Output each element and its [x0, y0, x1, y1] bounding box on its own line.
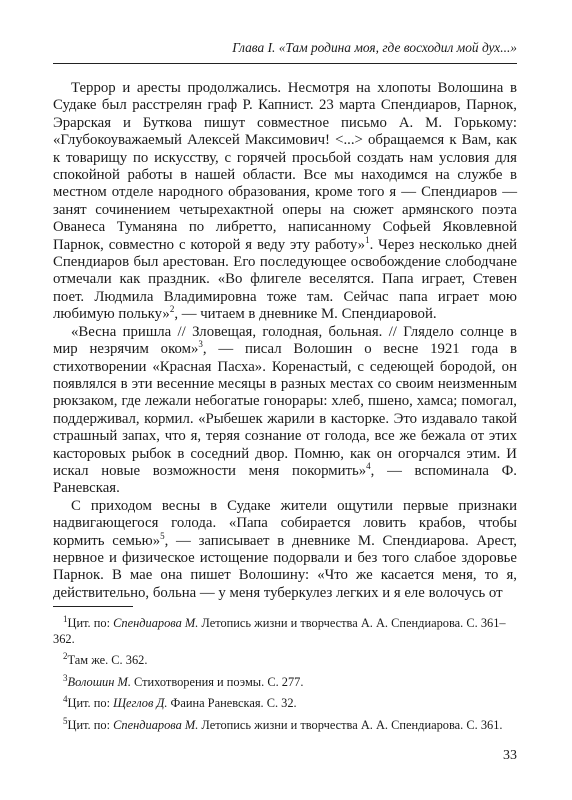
paragraph [53, 324, 517, 498]
paragraph-text: «Весна пришла // Зловещая, голодная, больная. // Глядело солнце в мир незрячим оком» [53, 323, 517, 358]
footnote-ref: 5 [160, 530, 165, 541]
footnotes [53, 613, 517, 740]
footnote [53, 715, 517, 734]
footnote-ref: 2 [169, 304, 175, 315]
footnote-author: Щеглов Д. [113, 696, 168, 711]
footnote-text: Там же. С. 362. [67, 653, 148, 668]
footnote-text: Фаина Раневская. С. 32. [167, 696, 297, 711]
footnote [53, 672, 517, 691]
footnote-author: Спендиарова М. [113, 616, 199, 630]
footnote-author: Волошин М. [67, 674, 131, 689]
footnote [53, 613, 517, 647]
footnote-rule [53, 606, 133, 607]
paragraph [53, 80, 517, 324]
header-rule [53, 63, 517, 64]
footnote-number: 3 [63, 672, 68, 683]
footnote-prefix: Цит. по: [67, 616, 114, 630]
footnote-text: Стихотворения и поэмы. С. 277. [130, 674, 304, 689]
paragraph-text: . Через несколько дней Спендиаров был арестован. Его последующее освобождение слободчане отмечали как праздник. «Во флигеле веселятся. Папа играет, Стевен поет. Людмила Владимировна тоже там. Сейчас папа играет мою любимую польку» [53, 236, 518, 323]
footnote-author: Спендиарова М. [113, 717, 199, 732]
footnote-ref: 3 [198, 339, 203, 350]
paragraph-text: , — записывает в дневнике М. Спендиарова. Арест, нервное и физическое истощение подорвали и без того слабое здоровье Парнок. В мае она пишет Волошину: «Что же касается меня, то я, действительно, больна — у меня туберкулез легких и я еле волочусь от [53, 532, 518, 601]
main-text [53, 80, 517, 602]
page-number: 33 [503, 748, 517, 763]
running-header [53, 36, 517, 66]
footnote-text: Летопись жизни и творчества А. А. Спендиарова. С. 361. [198, 717, 503, 732]
footnote-number: 2 [63, 651, 68, 662]
footnote [53, 653, 517, 669]
footnote-text: Летопись жизни и творчества А. А. Спендиарова. С. 361–362. [53, 616, 506, 646]
footnote-ref: 4 [366, 461, 371, 472]
paragraph-text: Террор и аресты продолжались. Несмотря на хлопоты Волошина в Судаке был расстрелян граф Р. Капнист. 23 марта Спендиаров, Парнок, Эрарская и Буткова пишут совместное письмо А. М. Горькому: «Глубокоуважаемый Алексей Максимович! <...> обращаемся к Вам, как к товарищу по искусству, с горячей просьбой создать нам условия для спокойной работы в нашей области. Все мы находимся на службе в местном отделе народного образования, кроме того я — Спендиаров — занят сочинением четырехактной оперы на сюжет армянского поэта Ованеса Туманяна по либретто, написанному Софьей Яковлевной Парнок, совместно с которой я веду эту работу» [53, 80, 517, 253]
running-title: Глава I. «Там родина моя, где восходил мой дух...» [232, 40, 517, 55]
footnote [53, 696, 517, 712]
paragraph-text: , — вспоминала Ф. Раневская. [53, 462, 517, 497]
footnote-ref: 1 [365, 234, 370, 245]
paragraph-text: С приходом весны в Судаке жители ощутили первые признаки надвигающегося голода. «Папа собирается ловить крабов, чтобы кормить семью» [53, 497, 517, 549]
footnote-prefix: Цит. по: [67, 696, 114, 711]
footnote-number: 1 [63, 613, 68, 624]
paragraph-text: , — читаем в дневнике М. Спендиаровой. [174, 306, 437, 323]
paragraph-text: , — писал Волошин о весне 1921 года в стихотворении «Красная Пасха». Коренастый, с седеющей бородой, он появлялся в эти весенние месяцы в разных местах со своим неизменным рюкзаком, где лежали небогатые гонорары: хлеб, пшено, хамса; помогал, поддерживал, кормил. «Рыбешек жарили в касторке. Это издавало такой страшный запах, что я, теряя сознание от голода, все же бежала от этих касторовых рыбок в соседний двор. Помню, как он огорчался этим. И искал новые возможности меня покормить» [53, 341, 517, 479]
footnote-number: 5 [63, 715, 68, 726]
footnote-prefix: Цит. по: [67, 717, 114, 732]
footnote-number: 4 [63, 694, 68, 705]
paragraph [53, 498, 517, 602]
